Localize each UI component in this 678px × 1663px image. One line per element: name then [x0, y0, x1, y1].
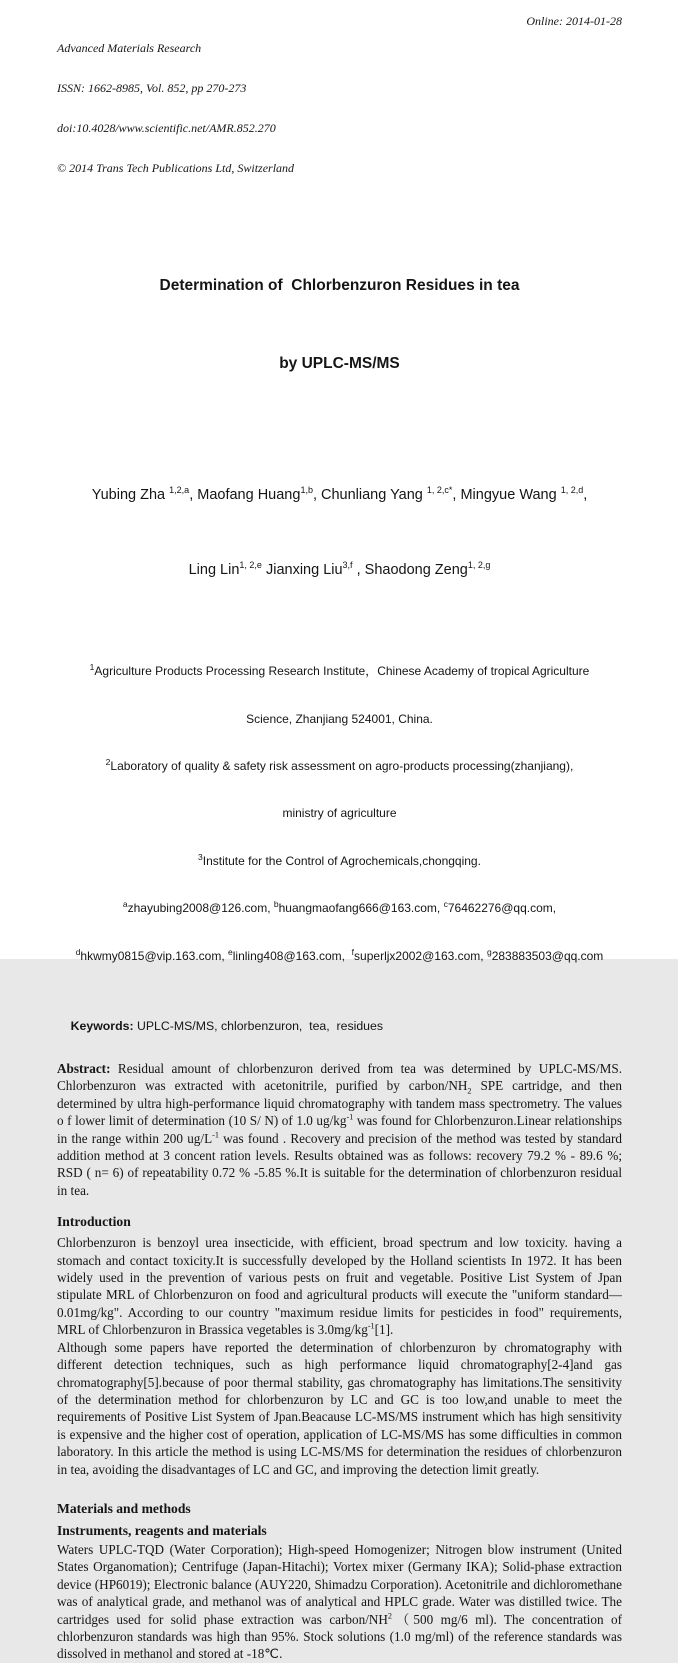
introduction-paragraph-2: Although some papers have reported the determination of chlorbenzuron by chromatography with different detection techniques, such as high performance liquid chromatography[2-4]and gas chromatography[5].because of poor thermal stability, gas chromatography has limitations.The sensitivity of the determination method for chlorbenzuron by LC and GC is too low,and unable to meet the requirements of Positive List System of Jpan.Beacause LC-MS/MS instrument which has high sensitivity is expensive and the higher cost of operation, application of LC-MS/MS has some difficulties in common laboratory. In this article the method is using LC-MS/MS for determination the residues of chlorbenzuron in tea, avoiding the disadvantages of LC and GC, and improving the detection limit greatly. [57, 1339, 622, 1477]
copyright-line: © 2014 Trans Tech Publications Ltd, Switzerland [57, 161, 295, 176]
doi-line: doi:10.4028/www.scientific.net/AMR.852.270 [57, 121, 276, 136]
introduction-paragraph-1: Chlorbenzuron is benzoyl urea insecticide, with efficient, broad spectrum and low toxicity. having a stomach and contact toxicity.It is successfully developed by the Holland scientists In 1972. It has been widely used in the prevention of various pests on fruit and vegetable. Positive List System of Jpan stipulate MRL of Chlorbenzuron on food and agricultural products will execute the "uniform standard—0.01mg/kg". According to our country "maximum residue limits for pesticides in food" requirements, MRL of Chlorbenzuron in Brassica vegetables is $3.0mg/kg^{-1}[1]$. [57, 1235, 622, 1338]
affiliation-line-5: $^3$Institute for the Control of Agrochemicals,chongqing. [198, 851, 481, 868]
journal-name: Advanced Materials Research [57, 40, 202, 55]
abstract-paragraph [57, 1060, 622, 1199]
abstract-text: Residual amount of chlorbenzuron derived from tea was determined by UPLC-MS/MS. Chlorbenzuron was extracted with acetonitrile, purified by carbon/$NH_2$ SPE cartridge, and then determined by ultra high-performance liquid chromatography with tandem mass spectrometry. The values o f lower limit of determination (10 S/ N) of 1.0 $ug/kg^{-1}$ was found for Chlorbenzuron.Linear relationships in the range within 200 $ug/L^{-1}$ was found . Recovery and precision of the method was tested by standard addition method at 3 concent ration levels. Results obtained was as follows: recovery 79.2 % - 89.6 %; RSD ( n= 6) of repeatability 0.72 % -5.85 %.It is suitable for the determination of chlorbenzuron residual in tea. [57, 1061, 623, 1198]
journal-meta-block [57, 15, 294, 203]
keywords-text: UPLC-MS/MS, chlorbenzuron, tea, residues [133, 1019, 384, 1034]
paper-title-line-2: by UPLC-MS/MS [279, 354, 400, 372]
keywords-line [57, 1002, 622, 1050]
affiliation-line-3: $^2$Laboratory of quality & safety risk assessment on agro-products processing(zhanjiang), [105, 757, 574, 774]
paper-title [57, 221, 622, 429]
affiliation-line-1: $^1$Agriculture Products Processing Research Institute，Chinese Academy of tropical Agriculture [89, 662, 590, 679]
affiliation-line-4: ministry of agriculture [282, 806, 397, 821]
section-heading-materials-and-methods: Materials and methods [57, 1500, 191, 1516]
section-heading-introduction: Introduction [57, 1214, 131, 1230]
issn-volume-line: ISSN: 1662-8985, Vol. 852, pp 270-273 [57, 81, 247, 96]
subsection-heading-instruments: Instruments, reagents and materials [57, 1522, 267, 1538]
online-date: Online: 2014-01-28 [526, 14, 622, 28]
affiliations-block [57, 633, 622, 996]
email-line-2: $^d$hkwmy0815@vip.163.com, $^e$linling408@163.com, $^f$superljx2002@163.com, $^g$283883503@qq.com [75, 946, 604, 963]
email-line-1: $^a$zhayubing2008@126.com, $^b$huangmaofang666@163.com, $^c$76462276@qq.com, [122, 899, 557, 916]
materials-paragraph-1: Waters UPLC-TQD (Water Corporation); High-speed Homogenizer; Nitrogen blow instrument (United States Organomation); Centrifuge (Japan-Hitachi); Vortex mixer (Germany IKA); Solid-phase extraction device (HP6019); Electronic balance (AUY220, Shimadzu Corporation). Acetonitrile and dichloromethane was of analytical grade, and methanol was of analytical and HPLC grade. Water was distilled twice. The cartridges used for solid phase extraction was carbon/$NH^2(500$ mg/6 ml). The concentration of chlorbenzuron standards was high than 95%. Stock solutions (1.0 mg/ml) of the reference standards was dissolved in methanol and stored at -18℃. [57, 1541, 622, 1662]
abstract-label: Abstract: [57, 1061, 111, 1077]
affiliation-line-2: Science, Zhanjiang 524001, China. [246, 711, 433, 726]
keywords-label: Keywords: [70, 1019, 134, 1034]
author-list [57, 433, 622, 633]
paper-title-line-1: Determination of Chlorbenzuron Residues in tea [159, 276, 520, 294]
author-line-1: Yubing Zha $^{1,2,a}$, Maofang Huang$^{1,b}$, Chunliang Yang $^{1, 2,c*}$, Mingyue Wang $^{1, 2,d}$, [91, 484, 588, 503]
author-line-2: Ling Lin$^{1, 2,e}$ Jianxing Liu$^{3,f}$ , Shaodong Zeng$^{1, 2,g}$ [188, 559, 491, 578]
journal-header [57, 15, 622, 203]
